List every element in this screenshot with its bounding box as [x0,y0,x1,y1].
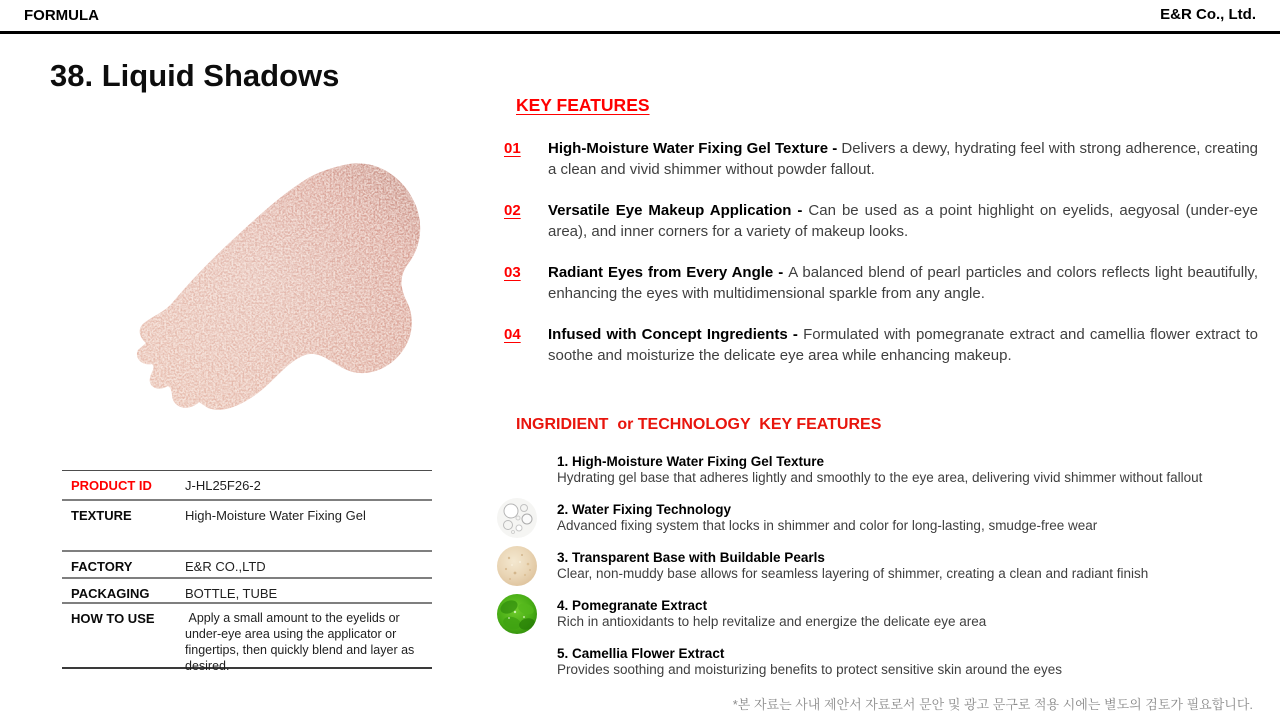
feature-body: Delivers a dewy, hydrating feel with strong adherence, creating a clean and vivid shimmer without powder fallout. [548,140,1259,178]
ingredient-desc: Advanced fixing system that locks in shimmer and color for long-lasting, smudge-free wear [557,518,1098,533]
powder-icon [497,546,537,586]
ingredient-icon-slot [497,546,557,586]
table-row [62,604,432,673]
ingredient-desc: Rich in antioxidants to help revitalize and energize the delicate eye area [557,614,987,629]
row-label: PACKAGING [71,586,150,601]
ingredient-icon-slot [497,594,557,634]
company-name: E&R Co., Ltd. [1160,6,1256,23]
ingredient-item [497,638,1259,686]
key-feature-item [504,138,1258,180]
table-row [62,552,432,579]
feature-body: A balanced blend of pearl particles and colors reflects light beautifully, enhancing the eyes with multidimensional sparkle from any angle. [548,264,1258,302]
feature-number: 03 [504,264,521,281]
feature-lead: High-Moisture Water Fixing Gel Texture - [548,140,842,157]
footer-disclaimer: *본 자료는 사내 제안서 자료로서 문안 및 광고 문구로 적용 시에는 별도의 검토가 필요합니다. [732,697,1253,712]
feature-body: Can be used as a point highlight on eyelids, aegyosal (under-eye area), and inner corners for a variety of makeup looks. [548,202,1258,240]
feature-number: 02 [504,202,521,219]
header-left-label: FORMULA [24,7,99,24]
product-swatch-image [112,150,428,426]
row-label: HOW TO USE [71,611,155,626]
swatch-smear-graphic [112,150,428,426]
row-value: BOTTLE, TUBE [185,586,278,601]
table-row [62,471,432,501]
green-leaf-icon [497,594,537,634]
table-row [62,579,432,604]
key-feature-item [504,200,1258,242]
feature-body: Formulated with pomegranate extract and camellia flower extract to soothe and moisturize the delicate eye area while enhancing makeup. [548,326,1259,364]
ingredient-desc: Provides soothing and moisturizing benefits to protect sensitive skin around the eyes [557,662,1063,677]
ingredient-desc: Hydrating gel base that adheres lightly and smoothly to the eye area, delivering vivid shimmer without fallout [557,470,1203,485]
ingredient-desc: Clear, non-muddy base allows for seamless layering of shimmer, creating a clean and radiant finish [557,566,1149,581]
ingredient-title: 1. High-Moisture Water Fixing Gel Texture [557,454,825,469]
ingredient-title: 2. Water Fixing Technology [557,502,732,517]
page-title: 38. Liquid Shadows [50,58,340,93]
ingredient-item [497,590,1259,638]
ingredient-text [557,454,1202,486]
ingredient-text [557,646,1062,678]
ingredient-title: 3. Transparent Base with Buildable Pearls [557,550,825,565]
key-features-list [504,138,1258,386]
ingredient-item [497,446,1259,494]
ingredient-text [557,502,1097,534]
feature-text [548,262,1258,304]
row-label: TEXTURE [71,508,132,523]
ingredient-title: 5. Camellia Flower Extract [557,646,725,661]
ingredient-heading: INGRIDIENT or TECHNOLOGY KEY FEATURES [516,416,882,433]
ingredient-item [497,542,1259,590]
header-divider [0,31,1280,34]
feature-number: 04 [504,326,521,343]
key-feature-item [504,262,1258,304]
ingredient-list [497,446,1259,686]
ingredient-icon-slot [497,498,557,538]
row-value: Apply a small amount to the eyelids or under-eye area using the applicator or fingertips, then quickly blend and layer as desired. [185,611,418,673]
key-feature-item [504,324,1258,366]
feature-lead: Radiant Eyes from Every Angle - [548,264,789,281]
ingredient-item [497,494,1259,542]
water-gel-icon [497,498,537,538]
feature-lead: Versatile Eye Makeup Application - [548,202,809,219]
row-value: High-Moisture Water Fixing Gel [185,508,366,523]
row-label: PRODUCT ID [71,478,152,493]
table-row [62,501,432,552]
feature-text [548,200,1258,242]
feature-text [548,138,1258,180]
row-label: FACTORY [71,559,133,574]
feature-text [548,324,1258,366]
row-value: E&R CO.,LTD [185,559,266,574]
feature-lead: Infused with Concept Ingredients - [548,326,804,343]
ingredient-text [557,598,986,630]
ingredient-text [557,550,1148,582]
key-features-heading: KEY FEATURES [516,95,650,115]
row-value: J-HL25F26-2 [185,478,261,493]
product-spec-table [62,470,432,673]
feature-number: 01 [504,140,521,157]
ingredient-title: 4. Pomegranate Extract [557,598,708,613]
